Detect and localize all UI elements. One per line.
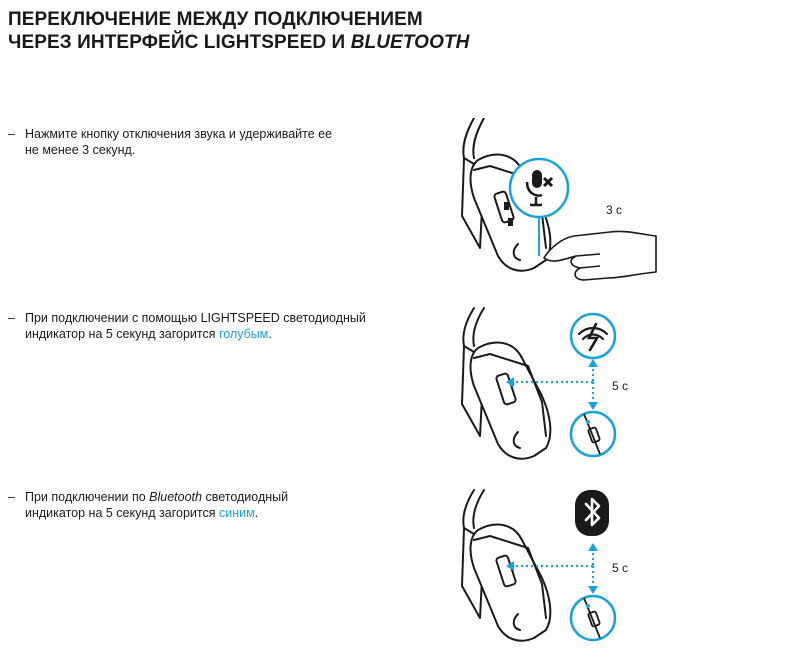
arrow-head-down	[588, 586, 598, 594]
mute-illustration	[450, 118, 670, 288]
mic-mute-badge	[510, 159, 568, 217]
step-line-1: При подключении с помощью LIGHTSPEED светодиодный	[25, 311, 366, 325]
color-word-lightblue: голубым	[218, 327, 269, 341]
step-line-1-end: светодиодный	[201, 490, 289, 504]
headset-button	[504, 202, 509, 210]
step-line-2	[25, 326, 408, 342]
step-mute	[8, 126, 408, 158]
step-line-2-end: .	[254, 506, 259, 520]
title-line-2	[8, 31, 568, 54]
led-zoom-badge	[571, 412, 615, 456]
step-dash: –	[8, 311, 15, 325]
hand-icon	[544, 231, 656, 280]
headset-button	[508, 218, 513, 226]
lightspeed-badge	[571, 314, 615, 358]
step-bluetooth	[8, 489, 408, 521]
arrow-head-down	[588, 402, 598, 410]
step-line-2	[25, 505, 408, 521]
step-line-2-text: индикатор на 5 секунд загорится	[25, 327, 219, 341]
arrow-head-up	[588, 543, 598, 551]
color-word-blue: синим	[218, 506, 255, 520]
led-indicator	[586, 604, 590, 608]
title-bluetooth-word: BLUETOOTH	[350, 32, 470, 53]
duration-label: 5 с	[612, 379, 629, 393]
headset-earcup-icon	[462, 308, 550, 459]
duration-label: 3 с	[606, 203, 623, 217]
step-line-1	[25, 489, 408, 505]
step-line-1-text: При подключении по	[25, 490, 150, 504]
step-line-2-end: .	[268, 327, 272, 341]
step-line-2-text: индикатор на 5 секунд загорится	[25, 506, 219, 520]
title-line-2-text: ЧЕРЕЗ ИНТЕРФЕЙС LIGHTSPEED И	[8, 32, 351, 53]
title-line-1: ПЕРЕКЛЮЧЕНИЕ МЕЖДУ ПОДКЛЮЧЕНИЕМ	[8, 9, 423, 30]
bluetooth-word: Bluetooth	[149, 490, 202, 504]
led-zoom-badge	[571, 596, 615, 640]
page-title	[8, 8, 568, 54]
step-lightspeed	[8, 310, 408, 342]
led-indicator	[586, 420, 590, 424]
bluetooth-illustration	[450, 482, 650, 650]
lightspeed-illustration	[450, 304, 650, 466]
step-line-2: не менее 3 секунд.	[25, 143, 136, 157]
duration-label: 5 с	[612, 561, 629, 575]
step-dash: –	[8, 490, 15, 504]
arrow-head-up	[588, 359, 598, 367]
step-dash: –	[8, 127, 15, 141]
step-line-1: Нажмите кнопку отключения звука и удерживайте ее	[25, 127, 333, 141]
